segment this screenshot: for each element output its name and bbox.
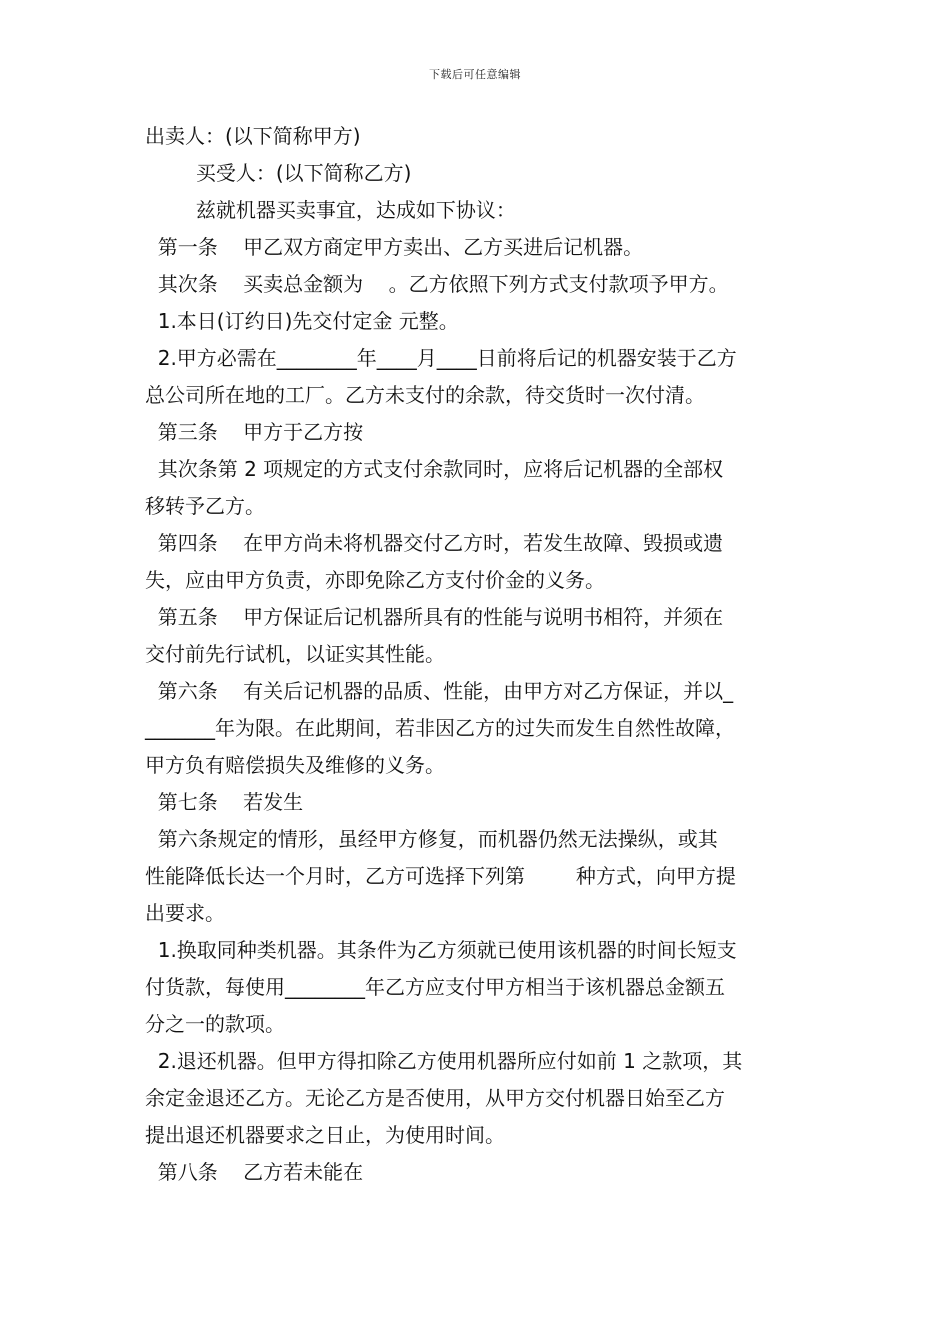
page-header: 下载后可任意编辑 [429, 68, 521, 81]
article-7-item-2-cont-1: 余定金退还乙方。无论乙方是否使用，从甲方交付机器日始至乙方 [145, 1086, 725, 1110]
article-7-item-1: 1.换取同种类机器。其条件为乙方须就已使用该机器的时间长短支 [145, 938, 737, 962]
article-3-text-cont: 移转予乙方。 [145, 494, 265, 518]
article-6: 第六条 有关后记机器的品质、性能，由甲方对乙方保证，并以_ [145, 679, 734, 703]
article-2-item-2-cont: 总公司所在地的工厂。乙方未支付的余款，待交货时一次付清。 [145, 383, 705, 407]
article-6-cont-1: _______年为限。在此期间，若非因乙方的过失而发生自然性故障， [145, 716, 735, 740]
article-5: 第五条 甲方保证后记机器所具有的性能与说明书相符，并须在 [145, 605, 724, 629]
article-7-text-cont-2: 出要求。 [145, 901, 225, 925]
intro-line: 兹就机器买卖事宜，达成如下协议： [145, 198, 516, 222]
article-8: 第八条 乙方若未能在 [145, 1160, 364, 1184]
article-2-item-1: 1.本日(订约日)先交付定金 元整。 [145, 309, 459, 333]
article-3-text: 其次条第 2 项规定的方式支付余款同时，应将后记机器的全部权 [145, 457, 724, 481]
article-7-item-2: 2.退还机器。但甲方得扣除乙方使用机器所应付如前 1 之款项，其 [145, 1049, 743, 1073]
article-6-cont-2: 甲方负有赔偿损失及维修的义务。 [145, 753, 445, 777]
article-7: 第七条 若发生 [145, 790, 304, 814]
article-7-text: 第六条规定的情形，虽经甲方修复，而机器仍然无法操纵，或其 [145, 827, 718, 851]
article-5-cont: 交付前先行试机，以证实其性能。 [145, 642, 445, 666]
article-7-item-1-cont-2: 分之一的款项。 [145, 1012, 285, 1036]
buyer-line: 买受人：(以下简称乙方) [145, 161, 412, 185]
article-7-item-1-cont-1: 付货款，每使用________年乙方应支付甲方相当于该机器总金额五 [145, 975, 725, 999]
document-body [145, 118, 810, 1191]
seller-line: 出卖人：(以下简称甲方) [145, 124, 361, 148]
article-2-item-2: 2.甲方必需在________年____月____日前将后记的机器安装于乙方 [145, 346, 737, 370]
article-4: 第四条 在甲方尚未将机器交付乙方时，若发生故障、毁损或遗 [145, 531, 724, 555]
article-7-text-cont-1: 性能降低长达一个月时，乙方可选择下列第 种方式，向甲方提 [145, 864, 736, 888]
article-3: 第三条 甲方于乙方按 [145, 420, 364, 444]
article-7-item-2-cont-2: 提出退还机器要求之日止，为使用时间。 [145, 1123, 505, 1147]
article-2: 其次条 买卖总金额为 。乙方依照下列方式支付款项予甲方。 [145, 272, 729, 296]
article-1: 第一条 甲乙双方商定甲方卖出、乙方买进后记机器。 [145, 235, 644, 259]
article-4-cont: 失，应由甲方负责，亦即免除乙方支付价金的义务。 [145, 568, 605, 592]
